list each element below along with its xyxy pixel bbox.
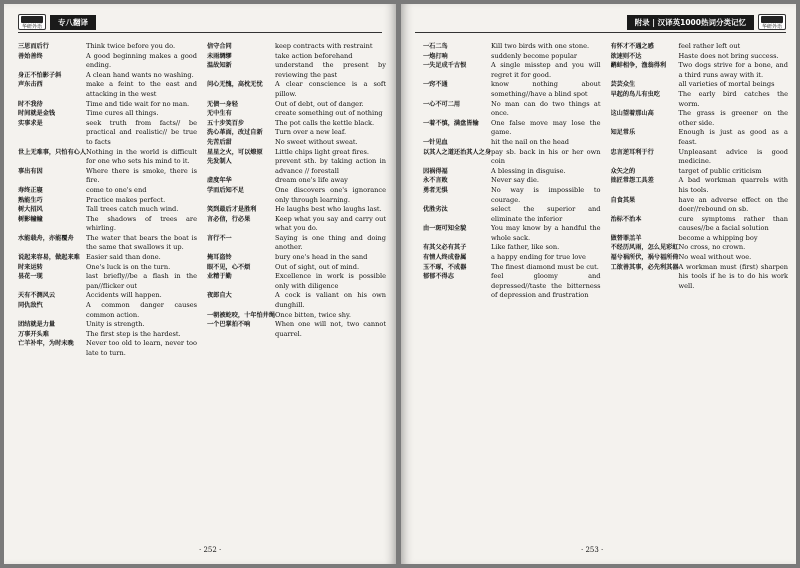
chinese-phrase: 先发制人 — [207, 158, 232, 166]
chinese-phrase: 时不我待 — [18, 100, 43, 108]
right-page-columns — [423, 42, 788, 538]
glossary-entry — [18, 301, 197, 320]
english-translation: Never say die. — [491, 176, 540, 185]
chinese-phrase: 一炮打响 — [423, 52, 448, 60]
glossary-entry — [611, 215, 789, 234]
glossary-entry — [423, 272, 601, 301]
english-translation: No cross, no crown. — [678, 243, 746, 252]
chinese-phrase: 不经历风雨，怎么见彩虹 — [610, 244, 679, 252]
header-rule — [18, 32, 382, 33]
chinese-phrase: 水能载舟，亦能覆舟 — [18, 234, 74, 242]
english-translation: No man can do two things at once. — [491, 99, 601, 118]
glossary-entry — [611, 176, 789, 195]
chinese-phrase: 五十步笑百步 — [207, 119, 245, 127]
chinese-phrase: 三思而后行 — [18, 43, 49, 50]
chinese-phrase: 有其父必有其子 — [423, 244, 467, 252]
glossary-entry — [18, 42, 197, 52]
english-translation: Unity is strength. — [86, 320, 145, 329]
glossary-entry — [423, 253, 601, 263]
english-translation: Accidents will happen. — [86, 291, 162, 300]
glossary-entry — [423, 263, 601, 273]
chinese-phrase: 一心不可二用 — [423, 100, 461, 108]
english-translation: The early bird catches the worm. — [678, 89, 788, 108]
english-translation: keep contracts with restraint — [275, 42, 373, 50]
english-translation: A clean hand wants no washing. — [86, 70, 194, 79]
glossary-entry — [207, 272, 386, 291]
chinese-phrase: 熟能生巧 — [18, 196, 43, 204]
glossary-entry — [207, 100, 386, 110]
chinese-phrase: 信守合同 — [207, 43, 232, 50]
english-translation: A cock is valiant on his own dunghill. — [275, 291, 386, 310]
english-translation: Unpleasant advice is good medicine. — [678, 147, 788, 166]
chinese-phrase: 言必信，行必果 — [207, 215, 251, 223]
chinese-phrase: 以其人之道还治其人之身 — [423, 148, 491, 156]
english-translation: No sweet without sweat. — [275, 137, 358, 146]
english-translation: Tall trees catch much wind. — [86, 205, 179, 214]
english-translation: seek truth from facts// be practical and realistic// be true to facts — [86, 118, 197, 146]
english-translation: Haste does not bring success. — [678, 51, 779, 60]
english-translation: Time cures all things. — [86, 109, 159, 118]
section-tag: 专八翻译 — [50, 15, 96, 30]
english-translation: He laughs best who laughs last. — [275, 205, 382, 214]
chinese-phrase: 一朝被蛇咬，十年怕井绳 — [207, 311, 275, 319]
glossary-entry — [18, 100, 197, 110]
glossary-entry — [423, 119, 601, 138]
chinese-phrase: 学而后知不足 — [207, 186, 245, 194]
glossary-entry — [207, 320, 386, 339]
chinese-phrase: 一着不慎，满盘皆输 — [423, 119, 479, 127]
chinese-phrase: 因祸得福 — [423, 167, 448, 175]
glossary-entry — [423, 243, 601, 253]
english-translation: target of public criticism — [678, 166, 762, 175]
glossary-entry — [18, 109, 197, 119]
glossary-entry — [18, 205, 197, 215]
english-translation: create something out of nothing — [275, 109, 383, 118]
glossary-entry — [611, 128, 789, 147]
chinese-phrase: 万事开头难 — [18, 330, 49, 338]
chinese-phrase: 无债一身轻 — [207, 100, 238, 108]
english-translation: Kill two birds with one stone. — [491, 42, 590, 50]
chinese-phrase: 掩耳盗铃 — [207, 254, 232, 262]
glossary-entry — [207, 128, 386, 138]
glossary-entry — [423, 80, 601, 99]
glossary-entry — [611, 90, 789, 109]
chinese-phrase: 这山望着那山高 — [610, 110, 654, 118]
glossary-entry — [611, 80, 789, 90]
glossary-entry — [18, 186, 197, 196]
chinese-phrase: 治标不治本 — [610, 215, 642, 223]
glossary-entry — [423, 186, 601, 205]
chinese-phrase: 鹬蚌相争，渔翁得利 — [610, 62, 667, 70]
english-translation: Little chips light great fires. — [275, 147, 369, 156]
glossary-entry — [18, 263, 197, 273]
chinese-phrase: 眼不见，心不烦 — [207, 263, 251, 271]
glossary-entry — [423, 224, 601, 243]
glossary-entry — [611, 263, 789, 292]
glossary-entry — [423, 42, 601, 52]
chinese-phrase: 自食其果 — [610, 196, 636, 204]
glossary-entry — [207, 311, 386, 321]
right-page — [401, 4, 796, 564]
chinese-phrase: 知足常乐 — [610, 129, 636, 137]
chinese-phrase: 无中生有 — [207, 110, 232, 118]
chinese-phrase: 洗心革面，改过自新 — [207, 129, 263, 137]
glossary-entry — [18, 253, 197, 263]
glossary-entry — [207, 138, 386, 148]
english-translation: come to one's end — [86, 185, 147, 194]
chinese-phrase: 玉不琢，不成器 — [423, 263, 467, 271]
glossary-entry — [611, 52, 789, 62]
chinese-phrase: 寿终正寝 — [18, 186, 43, 194]
glossary-entry — [423, 176, 601, 186]
english-translation: feel rather left out — [678, 42, 741, 50]
chinese-phrase: 有情人终成眷属 — [423, 254, 467, 262]
chinese-phrase: 郁郁不得志 — [423, 273, 454, 281]
left-column-1 — [18, 42, 197, 538]
chinese-phrase: 团结就是力量 — [18, 321, 56, 329]
glossary-entry — [18, 291, 197, 301]
chinese-phrase: 问心无愧，高枕无忧 — [207, 81, 263, 89]
chinese-phrase: 夜郎自大 — [207, 292, 232, 300]
english-translation: Practice makes perfect. — [86, 195, 166, 204]
english-translation: A good beginning makes a good ending. — [86, 51, 197, 70]
english-translation: become a whipping boy — [678, 233, 758, 242]
english-translation: suddenly become popular — [491, 51, 578, 60]
english-translation: Saying is one thing and doing another. — [275, 233, 386, 252]
english-translation: a happy ending for true love — [491, 253, 586, 262]
glossary-entry — [18, 52, 197, 71]
english-translation: dream one's life away — [275, 176, 348, 185]
glossary-entry — [423, 167, 601, 177]
english-translation: A workman must (first) sharpen his tools if he is to do his work well. — [678, 262, 788, 290]
english-translation: take action beforehand — [275, 51, 353, 60]
english-translation: make a feint to the east and attacking in the west — [86, 80, 197, 98]
glossary-entry — [207, 253, 386, 263]
glossary-entry — [18, 215, 197, 234]
english-translation: Excellence in work is possible only with diligence — [275, 272, 386, 290]
chinese-phrase: 忠言逆耳利于行 — [610, 148, 654, 156]
chinese-phrase: 温故知新 — [207, 62, 232, 70]
english-translation: Easier said than done. — [86, 253, 161, 262]
english-translation: select the superior and eliminate the inferior — [491, 205, 601, 223]
page-number: · 253 · — [581, 546, 604, 554]
glossary-entry — [207, 263, 386, 273]
english-translation: Once bitten, twice shy. — [275, 310, 351, 319]
chinese-phrase: 福兮祸所伏，祸兮福所倚 — [610, 254, 679, 262]
chinese-phrase: 天有不测风云 — [18, 292, 56, 300]
chinese-phrase: 事出有因 — [18, 167, 43, 175]
glossary-entry — [18, 148, 197, 167]
chinese-phrase: 一窍不通 — [423, 81, 448, 89]
english-translation: Enough is just as good as a feast. — [678, 128, 788, 146]
chinese-phrase: 虚度年华 — [207, 177, 232, 185]
chinese-phrase: 一石二鸟 — [423, 43, 448, 50]
english-translation: know nothing about something//have a blind spot — [491, 80, 601, 98]
page-number: · 252 · — [199, 546, 222, 554]
glossary-entry — [423, 138, 601, 148]
chinese-phrase: 一针见血 — [423, 138, 448, 146]
english-translation: Time and tide wait for no man. — [86, 99, 190, 108]
left-page-header — [18, 14, 100, 30]
glossary-entry — [423, 61, 601, 80]
english-translation: hit the nail on the head — [491, 137, 569, 146]
english-translation: Where there is smoke, there is fire. — [86, 166, 197, 185]
english-translation: The pot calls the kettle black. — [275, 118, 375, 127]
glossary-entry — [611, 109, 789, 128]
chinese-phrase: 早起的鸟儿有虫吃 — [610, 90, 660, 98]
english-translation: Two dogs strive for a bone, and a third runs away with it. — [678, 61, 788, 79]
glossary-entry — [207, 176, 386, 186]
glossary-entry — [611, 42, 789, 52]
chinese-phrase: 星星之火，可以燎原 — [207, 148, 263, 156]
english-translation: last briefly//be a flash in the pan//flicker out — [86, 272, 197, 290]
english-translation: The grass is greener on the other side. — [678, 109, 788, 127]
glossary-entry — [611, 167, 789, 177]
english-translation: Think twice before you do. — [86, 42, 176, 50]
chinese-phrase: 芸芸众生 — [610, 81, 636, 89]
chinese-phrase: 昙花一现 — [18, 273, 43, 281]
chinese-phrase: 拙匠常怨工具差 — [610, 177, 654, 185]
glossary-entry — [207, 215, 386, 234]
glossary-entry — [423, 148, 601, 167]
glossary-entry — [423, 52, 601, 62]
glossary-entry — [611, 61, 789, 80]
chinese-phrase: 身正不怕影子斜 — [18, 71, 62, 79]
english-translation: Keep what you say and carry out what you do. — [275, 214, 386, 233]
english-translation: A clear conscience is a soft pillow. — [275, 80, 386, 98]
english-translation: feel gloomy and depressed//taste the bitterness of depression and frustration — [491, 272, 601, 300]
english-translation: The shadows of trees are whirling. — [86, 214, 197, 233]
english-translation: A common danger causes common action. — [86, 301, 197, 319]
glossary-entry — [207, 234, 386, 253]
glossary-entry — [207, 186, 386, 205]
english-translation: Like father, like son. — [491, 243, 560, 252]
right-page-header — [623, 14, 786, 30]
glossary-entry — [18, 330, 197, 340]
chinese-phrase: 勇者无惧 — [423, 186, 448, 194]
chinese-phrase: 一失足成千古恨 — [423, 62, 467, 70]
english-translation: Out of sight, out of mind. — [275, 262, 360, 271]
chinese-phrase: 时来运转 — [18, 263, 43, 271]
english-translation: No weal without woe. — [678, 253, 752, 262]
english-translation: pay sb. back in his or her own coin — [491, 147, 601, 166]
glossary-entry — [611, 148, 789, 167]
glossary-entry — [18, 234, 197, 253]
glossary-entry — [207, 109, 386, 119]
glossary-entry — [207, 157, 386, 176]
glossary-entry — [611, 243, 789, 253]
chinese-phrase: 一个巴掌拍不响 — [207, 321, 251, 329]
english-translation: have an adverse effect on the doer//rebound on sb. — [678, 195, 788, 214]
glossary-entry — [18, 272, 197, 291]
left-column-2 — [207, 42, 386, 538]
chinese-phrase: 善始善终 — [18, 52, 43, 60]
english-translation: You may know by a handful the whole sack. — [491, 224, 601, 242]
glossary-entry — [423, 205, 601, 224]
glossary-entry — [611, 253, 789, 263]
glossary-entry — [611, 234, 789, 244]
glossary-entry — [18, 71, 197, 81]
chinese-phrase: 工欲善其事，必先利其器 — [610, 263, 679, 271]
english-translation: One's luck is on the turn. — [86, 262, 171, 271]
glossary-entry — [207, 52, 386, 62]
chinese-phrase: 永不言败 — [423, 177, 448, 185]
glossary-entry — [207, 205, 386, 215]
english-translation: The first step is the hardest. — [86, 329, 181, 338]
section-tag: 附录 | 汉译英1000热词分类记忆 — [627, 15, 754, 30]
english-translation: One false move may lose the game. — [491, 118, 601, 137]
chinese-phrase: 声东击西 — [18, 81, 43, 89]
glossary-entry — [207, 119, 386, 129]
header-rule — [415, 32, 786, 33]
glossary-entry — [207, 42, 386, 52]
english-translation: The finest diamond must be cut. — [491, 262, 599, 271]
chinese-phrase: 树大招风 — [18, 206, 43, 214]
chinese-phrase: 欲速则不达 — [610, 52, 642, 60]
chinese-phrase: 亡羊补牢，为时未晚 — [18, 340, 74, 348]
left-page-columns — [18, 42, 386, 538]
glossary-entry — [423, 100, 601, 119]
english-translation: A bad workman quarrels with his tools. — [678, 176, 788, 194]
chinese-phrase: 时间就是金钱 — [18, 110, 56, 118]
chinese-phrase: 做替罪羔羊 — [610, 234, 642, 242]
chinese-phrase: 说起来容易，做起来难 — [18, 254, 80, 262]
english-translation: One discovers one's ignorance only through learning. — [275, 185, 386, 204]
chinese-phrase: 未雨绸缪 — [207, 52, 232, 60]
glossary-entry — [18, 320, 197, 330]
chinese-phrase: 世上无难事，只怕有心人 — [18, 148, 86, 156]
chinese-phrase: 众矢之的 — [610, 167, 636, 175]
english-translation: prevent sth. by taking action in advance // forestall — [275, 157, 386, 175]
english-translation: Nothing in the world is difficult for one who sets his mind to it. — [86, 147, 197, 166]
publisher-logo-icon: 华研外语 — [18, 14, 46, 30]
english-translation: understand the present by reviewing the past — [275, 61, 386, 79]
glossary-entry — [18, 339, 197, 358]
chinese-phrase: 由一斑可知全貌 — [423, 225, 467, 233]
glossary-entry — [207, 291, 386, 310]
publisher-logo-icon: 华研外语 — [758, 14, 786, 30]
glossary-entry — [18, 119, 197, 148]
chinese-phrase: 同仇敌忾 — [18, 302, 43, 310]
english-translation: cure symptoms rather than causes//be a facial solution — [678, 214, 788, 233]
english-translation: Out of debt, out of danger. — [275, 99, 364, 108]
glossary-entry — [207, 80, 386, 99]
glossary-entry — [207, 148, 386, 158]
chinese-phrase: 言行不一 — [207, 234, 232, 242]
glossary-entry — [611, 196, 789, 215]
english-translation: all varieties of mortal beings — [678, 80, 775, 89]
chinese-phrase: 实事求是 — [18, 119, 43, 127]
english-translation: When one will not, two cannot quarrel. — [275, 320, 386, 338]
english-translation: No way is impossible to courage. — [491, 185, 601, 204]
glossary-entry — [18, 196, 197, 206]
glossary-entry — [18, 80, 197, 99]
english-translation: bury one's head in the sand — [275, 253, 368, 262]
english-translation: The water that bears the boat is the same that swallows it up. — [86, 233, 197, 252]
chinese-phrase: 树影幢幢 — [18, 215, 43, 223]
english-translation: Never too old to learn, never too late to turn. — [86, 339, 197, 357]
chinese-phrase: 笑到最后才是胜利 — [207, 206, 257, 214]
left-page — [4, 4, 396, 564]
right-column-1 — [423, 42, 601, 538]
glossary-entry — [18, 167, 197, 186]
english-translation: Turn over a new leaf. — [275, 128, 347, 137]
chinese-phrase: 有怀才不遇之感 — [610, 43, 654, 50]
english-translation: A blessing in disguise. — [491, 166, 566, 175]
chinese-phrase: 先苦后甜 — [207, 138, 232, 146]
glossary-entry — [207, 61, 386, 80]
chinese-phrase: 优胜劣汰 — [423, 206, 448, 214]
chinese-phrase: 业精于勤 — [207, 273, 232, 281]
english-translation: A single misstep and you will regret it for good. — [491, 61, 601, 79]
right-column-2 — [611, 42, 789, 538]
